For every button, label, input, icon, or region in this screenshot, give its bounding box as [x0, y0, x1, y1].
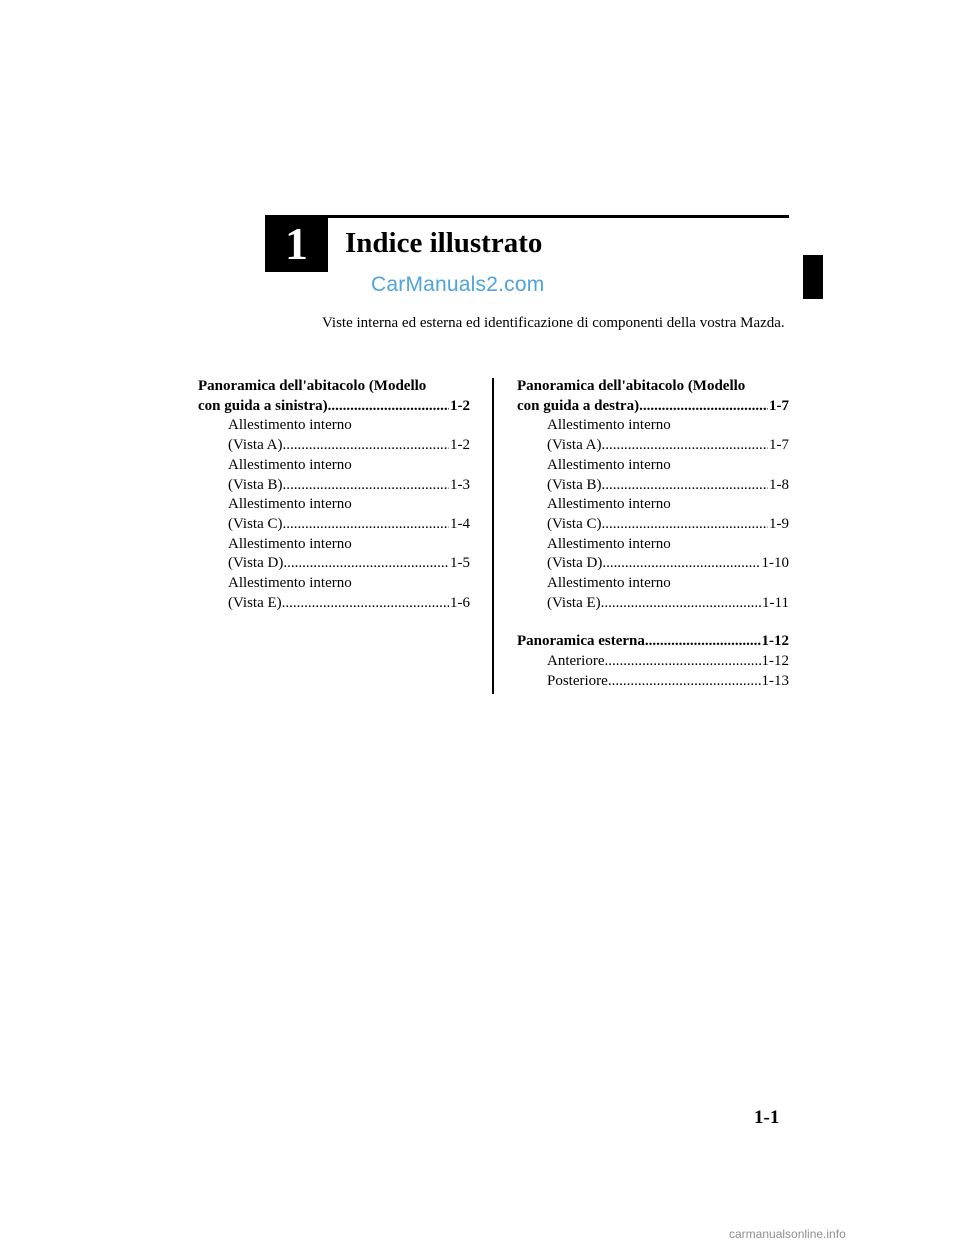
toc-section-entry	[198, 397, 470, 417]
toc-leader-dots	[328, 397, 449, 417]
toc-page-ref: 1-7	[769, 397, 789, 414]
toc-page-ref: 1-7	[769, 437, 789, 454]
toc-item-entry	[228, 554, 470, 574]
toc-section-title-line1: Panoramica dell'abitacolo (Modello	[517, 378, 746, 394]
toc-section-entry	[517, 397, 789, 417]
toc-item-entry	[228, 476, 470, 496]
toc-item[interactable]	[517, 672, 789, 692]
toc-section-exterior[interactable]	[517, 632, 789, 652]
toc-item-line1: Allestimento interno	[228, 417, 352, 434]
toc-item[interactable]	[517, 456, 789, 495]
toc-item-line2: (Vista D)	[228, 555, 284, 572]
toc-item-line2: (Vista A)	[547, 437, 602, 454]
toc-section-rhd[interactable]	[517, 377, 789, 416]
toc-item[interactable]	[517, 416, 789, 455]
toc-item[interactable]	[198, 456, 470, 495]
toc-page-ref: 1-2	[450, 397, 470, 414]
toc-item[interactable]	[198, 495, 470, 534]
toc-leader-dots	[604, 652, 760, 672]
toc-item[interactable]	[198, 535, 470, 574]
toc-item-line1: Allestimento interno	[547, 535, 671, 552]
toc-item-entry	[228, 436, 470, 456]
chapter-title: Indice illustrato	[345, 227, 543, 259]
toc-page-ref: 1-12	[761, 633, 789, 650]
toc-leader-dots	[283, 436, 449, 456]
toc-leader-dots	[282, 594, 449, 614]
toc-leader-dots	[602, 515, 768, 535]
footer-watermark: carmanualsonline.info	[729, 1227, 846, 1241]
toc-page-ref: 1-12	[761, 653, 789, 670]
toc-page-ref: 1-8	[769, 476, 789, 493]
chapter-number-box: 1	[265, 215, 328, 272]
toc-page-ref: 1-11	[762, 594, 789, 611]
toc-item[interactable]	[517, 495, 789, 534]
toc-item-line2: (Vista D)	[547, 555, 603, 572]
toc-leader-dots	[639, 397, 768, 417]
toc-item-line2: (Vista A)	[228, 437, 283, 454]
toc-spacer	[517, 613, 789, 632]
toc-item-line1: Allestimento interno	[547, 575, 671, 592]
toc-item-line2: (Vista E)	[228, 594, 282, 611]
toc-right-column	[517, 377, 789, 692]
toc-item-line1: Allestimento interno	[228, 535, 352, 552]
toc-page-ref: 1-5	[450, 555, 470, 572]
toc-item-label: Posteriore	[547, 672, 608, 689]
toc-page-ref: 1-10	[761, 555, 789, 572]
toc-leader-dots	[645, 632, 761, 652]
toc-item-line1: Allestimento interno	[228, 575, 352, 592]
watermark-logo-text: CarManuals2.com	[371, 273, 545, 296]
toc-left-column	[198, 377, 470, 613]
chapter-intro: Viste interna ed esterna ed identificazione di componenti della vostra Mazda.	[322, 315, 785, 331]
toc-leader-dots	[283, 476, 449, 496]
toc-item-entry	[547, 672, 789, 692]
toc-item-line1: Allestimento interno	[228, 456, 352, 473]
toc-item-label: Anteriore	[547, 653, 605, 670]
toc-page-ref: 1-9	[769, 515, 789, 532]
column-divider	[492, 378, 494, 694]
toc-item-line1: Allestimento interno	[228, 496, 352, 513]
toc-item[interactable]	[517, 535, 789, 574]
toc-item-line1: Allestimento interno	[547, 417, 671, 434]
toc-item-line1: Allestimento interno	[547, 496, 671, 513]
toc-leader-dots	[608, 672, 761, 692]
toc-section-title: Panoramica esterna	[517, 633, 645, 650]
toc-item-entry	[547, 476, 789, 496]
toc-page-ref: 1-2	[450, 437, 470, 454]
toc-item-entry	[547, 554, 789, 574]
toc-leader-dots	[601, 594, 761, 614]
toc-page-ref: 1-4	[450, 515, 470, 532]
chapter-side-tab	[803, 255, 823, 299]
toc-section-title-line2: con guida a destra)	[517, 397, 640, 414]
toc-item-line2: (Vista B)	[547, 476, 602, 493]
toc-section-title-line1: Panoramica dell'abitacolo (Modello	[198, 378, 427, 394]
toc-item[interactable]	[517, 652, 789, 672]
toc-item[interactable]	[198, 574, 470, 613]
toc-section-title-line2: con guida a sinistra)	[198, 397, 328, 414]
toc-item-entry	[547, 652, 789, 672]
toc-page-ref: 1-6	[450, 594, 470, 611]
toc-item-line1: Allestimento interno	[547, 456, 671, 473]
toc-page-ref: 1-13	[761, 672, 789, 689]
toc-item-line2: (Vista E)	[547, 594, 601, 611]
toc-item-entry	[228, 594, 470, 614]
page-number: 1-1	[754, 1107, 780, 1128]
toc-item-line2: (Vista C)	[547, 515, 602, 532]
toc-item-entry	[228, 515, 470, 535]
toc-item[interactable]	[198, 416, 470, 455]
toc-item-entry	[547, 515, 789, 535]
toc-leader-dots	[283, 554, 449, 574]
toc-item[interactable]	[517, 574, 789, 613]
toc-leader-dots	[283, 515, 449, 535]
toc-item-line2: (Vista B)	[228, 476, 283, 493]
toc-item-line2: (Vista C)	[228, 515, 283, 532]
toc-section-lhd[interactable]	[198, 377, 470, 416]
title-rule	[328, 215, 789, 218]
toc-leader-dots	[602, 436, 768, 456]
toc-section-entry	[517, 632, 789, 652]
toc-leader-dots	[602, 554, 760, 574]
toc-item-entry	[547, 594, 789, 614]
toc-leader-dots	[602, 476, 768, 496]
toc-page-ref: 1-3	[450, 476, 470, 493]
toc-item-entry	[547, 436, 789, 456]
